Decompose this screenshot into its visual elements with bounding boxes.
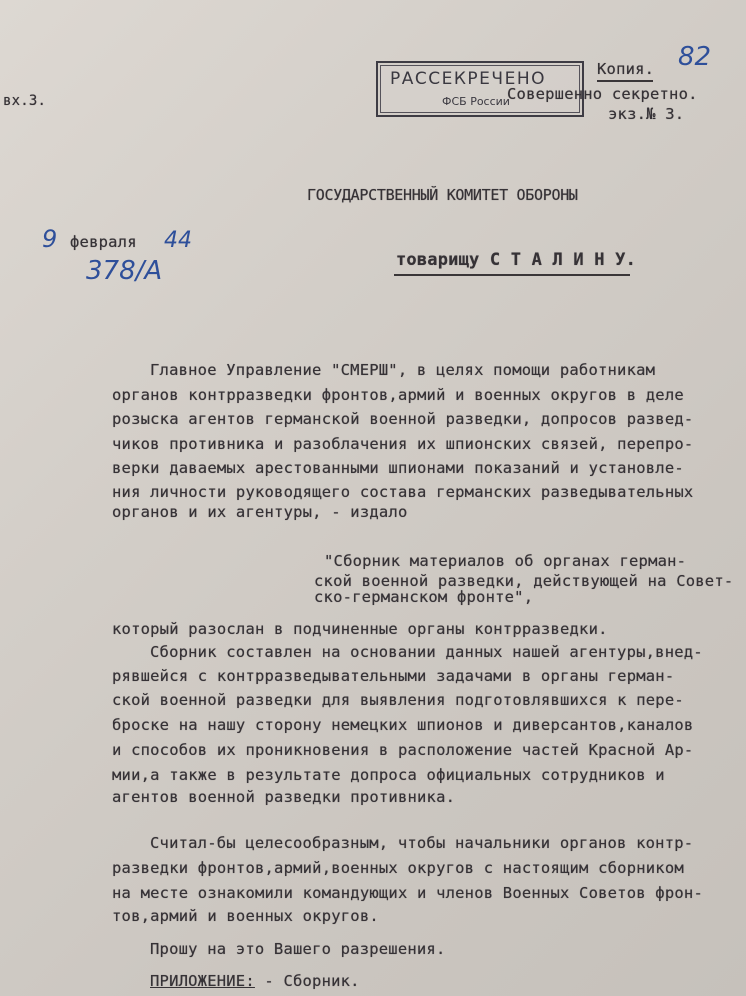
appendix-line [150,972,360,990]
text-line: Главное Управление "СМЕРШ", в целях помощи работникам [150,361,656,379]
text-line: мии,а также в результате допроса официальных сотрудников и [112,766,665,784]
handwritten-date-year: 44 [164,228,192,253]
text-line: разведки фронтов,армий,военных округов с настоящим сборником [112,859,684,877]
handwritten-date-day: 9 [42,225,58,253]
recipient-line: товарищу С Т А Л И Н У. [396,250,637,270]
text-line: органов и их агентуры, - издало [112,503,408,521]
appendix-label: ПРИЛОЖЕНИЕ: [150,972,255,990]
text-line: органов контрразведки фронтов,армий и военных округов в деле [112,386,684,404]
handwritten-page-number: 82 [678,42,712,72]
text-line: Считал-бы целесообразным, чтобы начальники органов контр- [150,834,694,852]
printed-date-month: февраля [70,233,137,251]
stamp-sub-text: ФСБ России [442,95,510,108]
organization-heading: ГОСУДАРСТВЕННЫЙ КОМИТЕТ ОБОРОНЫ [307,186,578,204]
text-line: который разослан в подчиненные органы контрразведки. [112,620,608,638]
text-line: верки даваемых арестованными шпионами показаний и установле- [112,459,684,477]
text-line: ния личности руководящего состава германских разведывательных [112,483,694,501]
text-line: броске на нашу сторону немецких шпионов и диверсантов,каналов [112,716,694,734]
stamp-main-text: РАССЕКРЕЧЕНО [390,69,546,89]
text-line: ской военной разведки для выявления подготовлявшихся к пере- [112,691,684,709]
text-line: чиков противника и разоблачения их шпионских связей, перепро- [112,435,694,453]
handwritten-registration-number: 378/А [86,256,163,286]
secrecy-label: Совершенно секретно. [507,85,698,103]
text-line: ско-германском фронте", [314,588,534,606]
incoming-mark: вх.3. [3,93,47,109]
copy-label-underline [597,80,653,82]
text-line: и способов их проникновения в расположение частей Красной Ар- [112,741,694,759]
text-line: Сборник составлен на основании данных нашей агентуры,внед- [150,643,703,661]
appendix-text: - Сборник. [254,972,360,990]
text-line: агентов военной разведки противника. [112,788,456,806]
recipient-underline [394,274,630,276]
text-line: ской военной разведки, действующей на Совет- [314,572,734,590]
text-line: на месте ознакомили командующих и членов Военных Советов фрон- [112,884,703,902]
text-line: "Сборник материалов об органах герман- [324,552,687,570]
text-line: тов,армий и военных округов. [112,907,379,925]
text-line: розыска агентов германской военной разведки, допросов развед- [112,410,694,428]
text-line: рявшейся с контрразведывательными задачами в органы герман- [112,667,675,685]
request-line: Прошу на это Вашего разрешения. [150,940,446,958]
copy-number: экз.№ 3. [608,105,685,123]
copy-label: Копия. [597,60,655,78]
